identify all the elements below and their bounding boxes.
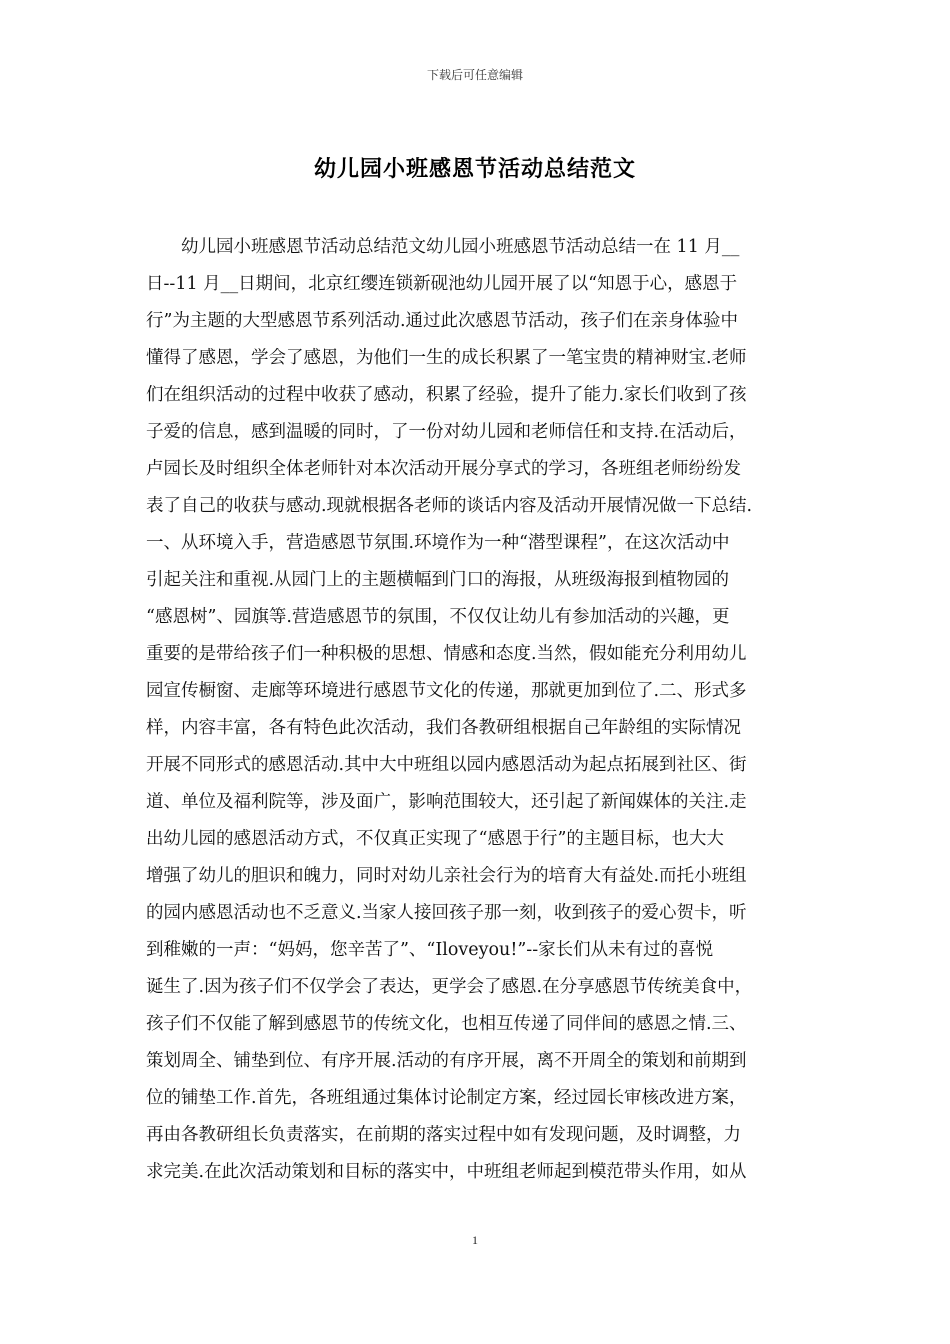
- body-line: 一、从环境入手，营造感恩节氛围.环境作为一种“潜型课程”，在这次活动中: [146, 533, 730, 553]
- body-line: 日--11 月__日期间，北京红缨连锁新砚池幼儿园开展了以“知恩于心，感恩于: [146, 274, 738, 294]
- body-line: 的园内感恩活动也不乏意义.当家人接回孩子那一刻，收到孩子的爱心贺卡，听: [146, 903, 747, 923]
- body-line: 增强了幼儿的胆识和魄力，同时对幼儿亲社会行为的培育大有益处.而托小班组: [146, 866, 747, 886]
- body-line: 到稚嫩的一声：“妈妈，您辛苦了”、“Iloveyou!”--家长们从未有过的喜悦: [146, 940, 714, 960]
- body-line: 们在组织活动的过程中收获了感动，积累了经验，提升了能力.家长们收到了孩: [146, 385, 747, 405]
- body-line: 求完美.在此次活动策划和目标的落实中，中班组老师起到模范带头作用，如从: [146, 1162, 747, 1182]
- body-line: 卢园长及时组织全体老师针对本次活动开展分享式的学习，各班组老师纷纷发: [146, 459, 741, 479]
- body-line: 道、单位及福利院等，涉及面广，影响范围较大，还引起了新闻媒体的关注.走: [146, 792, 747, 812]
- body-line: 诞生了.因为孩子们不仅学会了表达，更学会了感恩.在分享感恩节传统美食中，: [146, 977, 753, 997]
- body-line: 开展不同形式的感恩活动.其中大中班组以园内感恩活动为起点拓展到社区、街: [146, 755, 747, 775]
- body-line: 出幼儿园的感恩活动方式，不仅真正实现了“感恩于行”的主题目标，也大大: [146, 829, 724, 849]
- page-number: 1: [472, 1233, 478, 1247]
- body-line: 行”为主题的大型感恩节系列活动.通过此次感恩节活动，孩子们在亲身体验中: [146, 311, 739, 331]
- body-line: 园宣传橱窗、走廊等环境进行感恩节文化的传递，那就更加到位了.二、形式多: [146, 681, 747, 701]
- body-line: 孩子们不仅能了解到感恩节的传统文化，也相互传递了同伴间的感恩之情.三、: [146, 1014, 747, 1034]
- body-line: 位的铺垫工作.首先，各班组通过集体讨论制定方案，经过园长审核改进方案，: [146, 1088, 747, 1108]
- body-line: 子爱的信息，感到温暖的同时，了一份对幼儿园和老师信任和支持.在活动后，: [146, 422, 747, 442]
- document-title: 幼儿园小班感恩节活动总结范文: [313, 157, 636, 182]
- header-note: 下载后可任意编辑: [426, 68, 523, 82]
- document-body: [146, 229, 806, 1191]
- body-line: “感恩树”、园旗等.营造感恩节的氛围，不仅仅让幼儿有参加活动的兴趣，更: [146, 607, 730, 627]
- body-line: 表了自己的收获与感动.现就根据各老师的谈话内容及活动开展情况做一下总结.: [146, 496, 753, 516]
- body-line: 懂得了感恩，学会了感恩，为他们一生的成长积累了一笔宝贵的精神财宝.老师: [146, 348, 747, 368]
- body-line: 幼儿园小班感恩节活动总结范文幼儿园小班感恩节活动总结一在 11 月__: [146, 237, 740, 257]
- body-line: 策划周全、铺垫到位、有序开展.活动的有序开展，离不开周全的策划和前期到: [146, 1051, 747, 1071]
- body-line: 引起关注和重视.从园门上的主题横幅到门口的海报，从班级海报到植物园的: [146, 570, 730, 590]
- body-line: 再由各教研组长负责落实，在前期的落实过程中如有发现问题，及时调整，力: [146, 1125, 741, 1145]
- body-line: 重要的是带给孩子们一种积极的思想、情感和态度.当然，假如能充分利用幼儿: [146, 644, 747, 664]
- body-line: 样，内容丰富，各有特色此次活动，我们各教研组根据自己年龄组的实际情况: [146, 718, 741, 738]
